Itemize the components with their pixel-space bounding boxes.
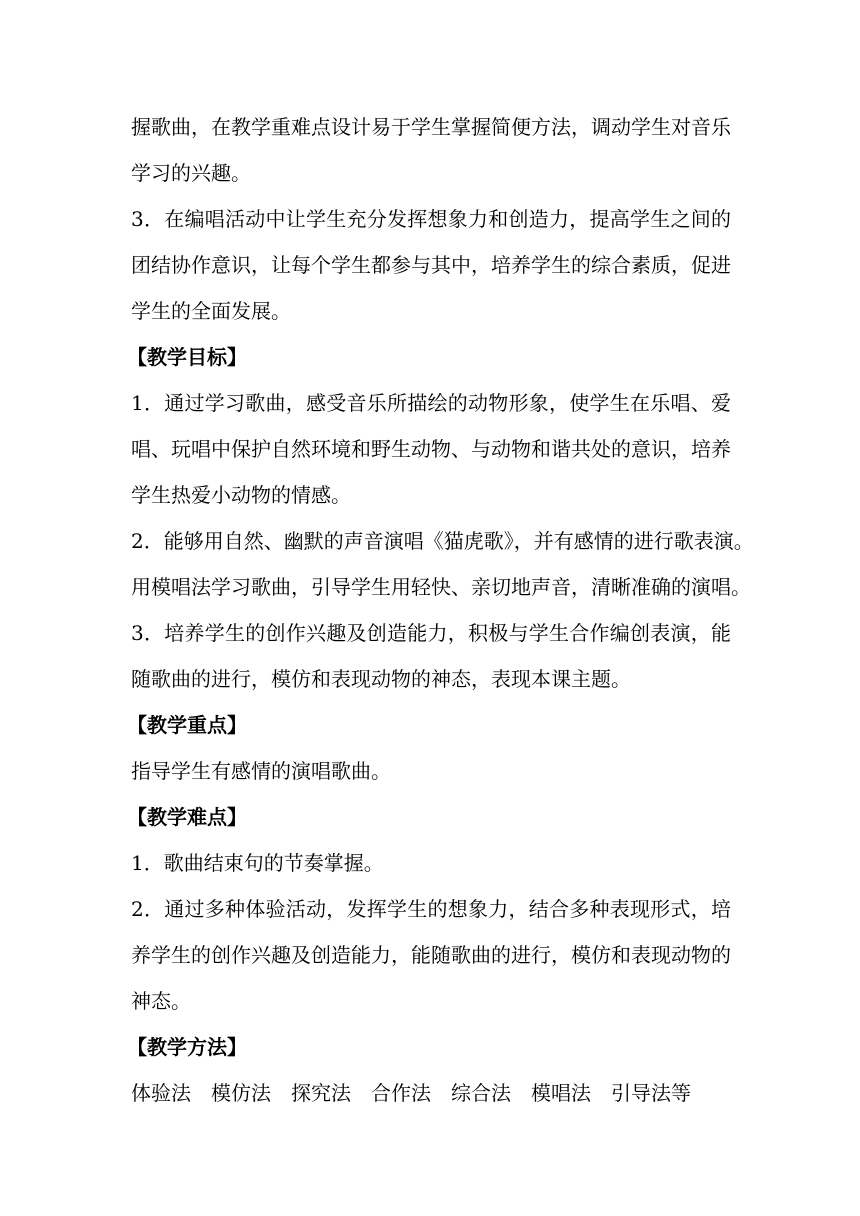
objectives-section (127, 334, 754, 702)
section-heading-difficulties: 【教学难点】 (127, 805, 247, 829)
paragraph-line: 1．歌曲结束句的节奏掌握。 (131, 851, 384, 875)
paragraph-line: 2．通过多种体验活动，发挥学生的想象力，结合多种表现形式，培 (131, 897, 731, 921)
methods-list (131, 1070, 731, 1116)
paragraph-line: 3．在编唱活动中让学生充分发挥想象力和创造力，提高学生之间的 (131, 207, 731, 231)
method-item: 体验法 (131, 1081, 191, 1105)
section-heading-methods: 【教学方法】 (127, 1035, 247, 1059)
method-item: 模仿法 (211, 1081, 271, 1105)
paragraph-line: 养学生的创作兴趣及创造能力，能随歌曲的进行，模仿和表现动物的 (131, 943, 731, 967)
paragraph-line: 2．能够用自然、幽默的声音演唱《猫虎歌》，并有感情的进行歌表演。 (131, 529, 754, 553)
methods-section (127, 1024, 731, 1116)
paragraph-line: 3．培养学生的创作兴趣及创造能力，积极与学生合作编创表演，能 (131, 621, 731, 645)
document-page (127, 104, 754, 1116)
method-item: 探究法 (291, 1081, 351, 1105)
paragraph-line: 随歌曲的进行，模仿和表现动物的神态，表现本课主题。 (131, 667, 631, 691)
key-points-section (127, 702, 731, 794)
paragraph-line: 神态。 (131, 989, 191, 1013)
method-item: 引导法等 (611, 1081, 691, 1105)
paragraph-line: 指导学生有感情的演唱歌曲。 (131, 759, 391, 783)
difficulties-section (127, 794, 731, 1024)
paragraph-line: 用模唱法学习歌曲，引导学生用轻快、亲切地声音，清晰准确的演唱。 (131, 575, 751, 599)
paragraph-line: 1．通过学习歌曲，感受音乐所描绘的动物形象，使学生在乐唱、爱 (131, 391, 731, 415)
paragraph-line: 学生热爱小动物的情感。 (131, 483, 351, 507)
method-item: 综合法 (451, 1081, 511, 1105)
paragraph-line: 学习的兴趣。 (131, 161, 251, 185)
section-heading-key-points: 【教学重点】 (127, 713, 247, 737)
method-item: 模唱法 (531, 1081, 591, 1105)
section-heading-objectives: 【教学目标】 (127, 345, 247, 369)
paragraph-line: 唱、玩唱中保护自然环境和野生动物、与动物和谐共处的意识，培养 (131, 437, 731, 461)
paragraph-line: 团结协作意识，让每个学生都参与其中，培养学生的综合素质，促进 (131, 253, 731, 277)
method-item: 合作法 (371, 1081, 431, 1105)
paragraph-line: 握歌曲，在教学重难点设计易于学生掌握简便方法，调动学生对音乐 (131, 115, 731, 139)
paragraph-line: 学生的全面发展。 (131, 299, 291, 323)
intro-section (131, 104, 731, 334)
